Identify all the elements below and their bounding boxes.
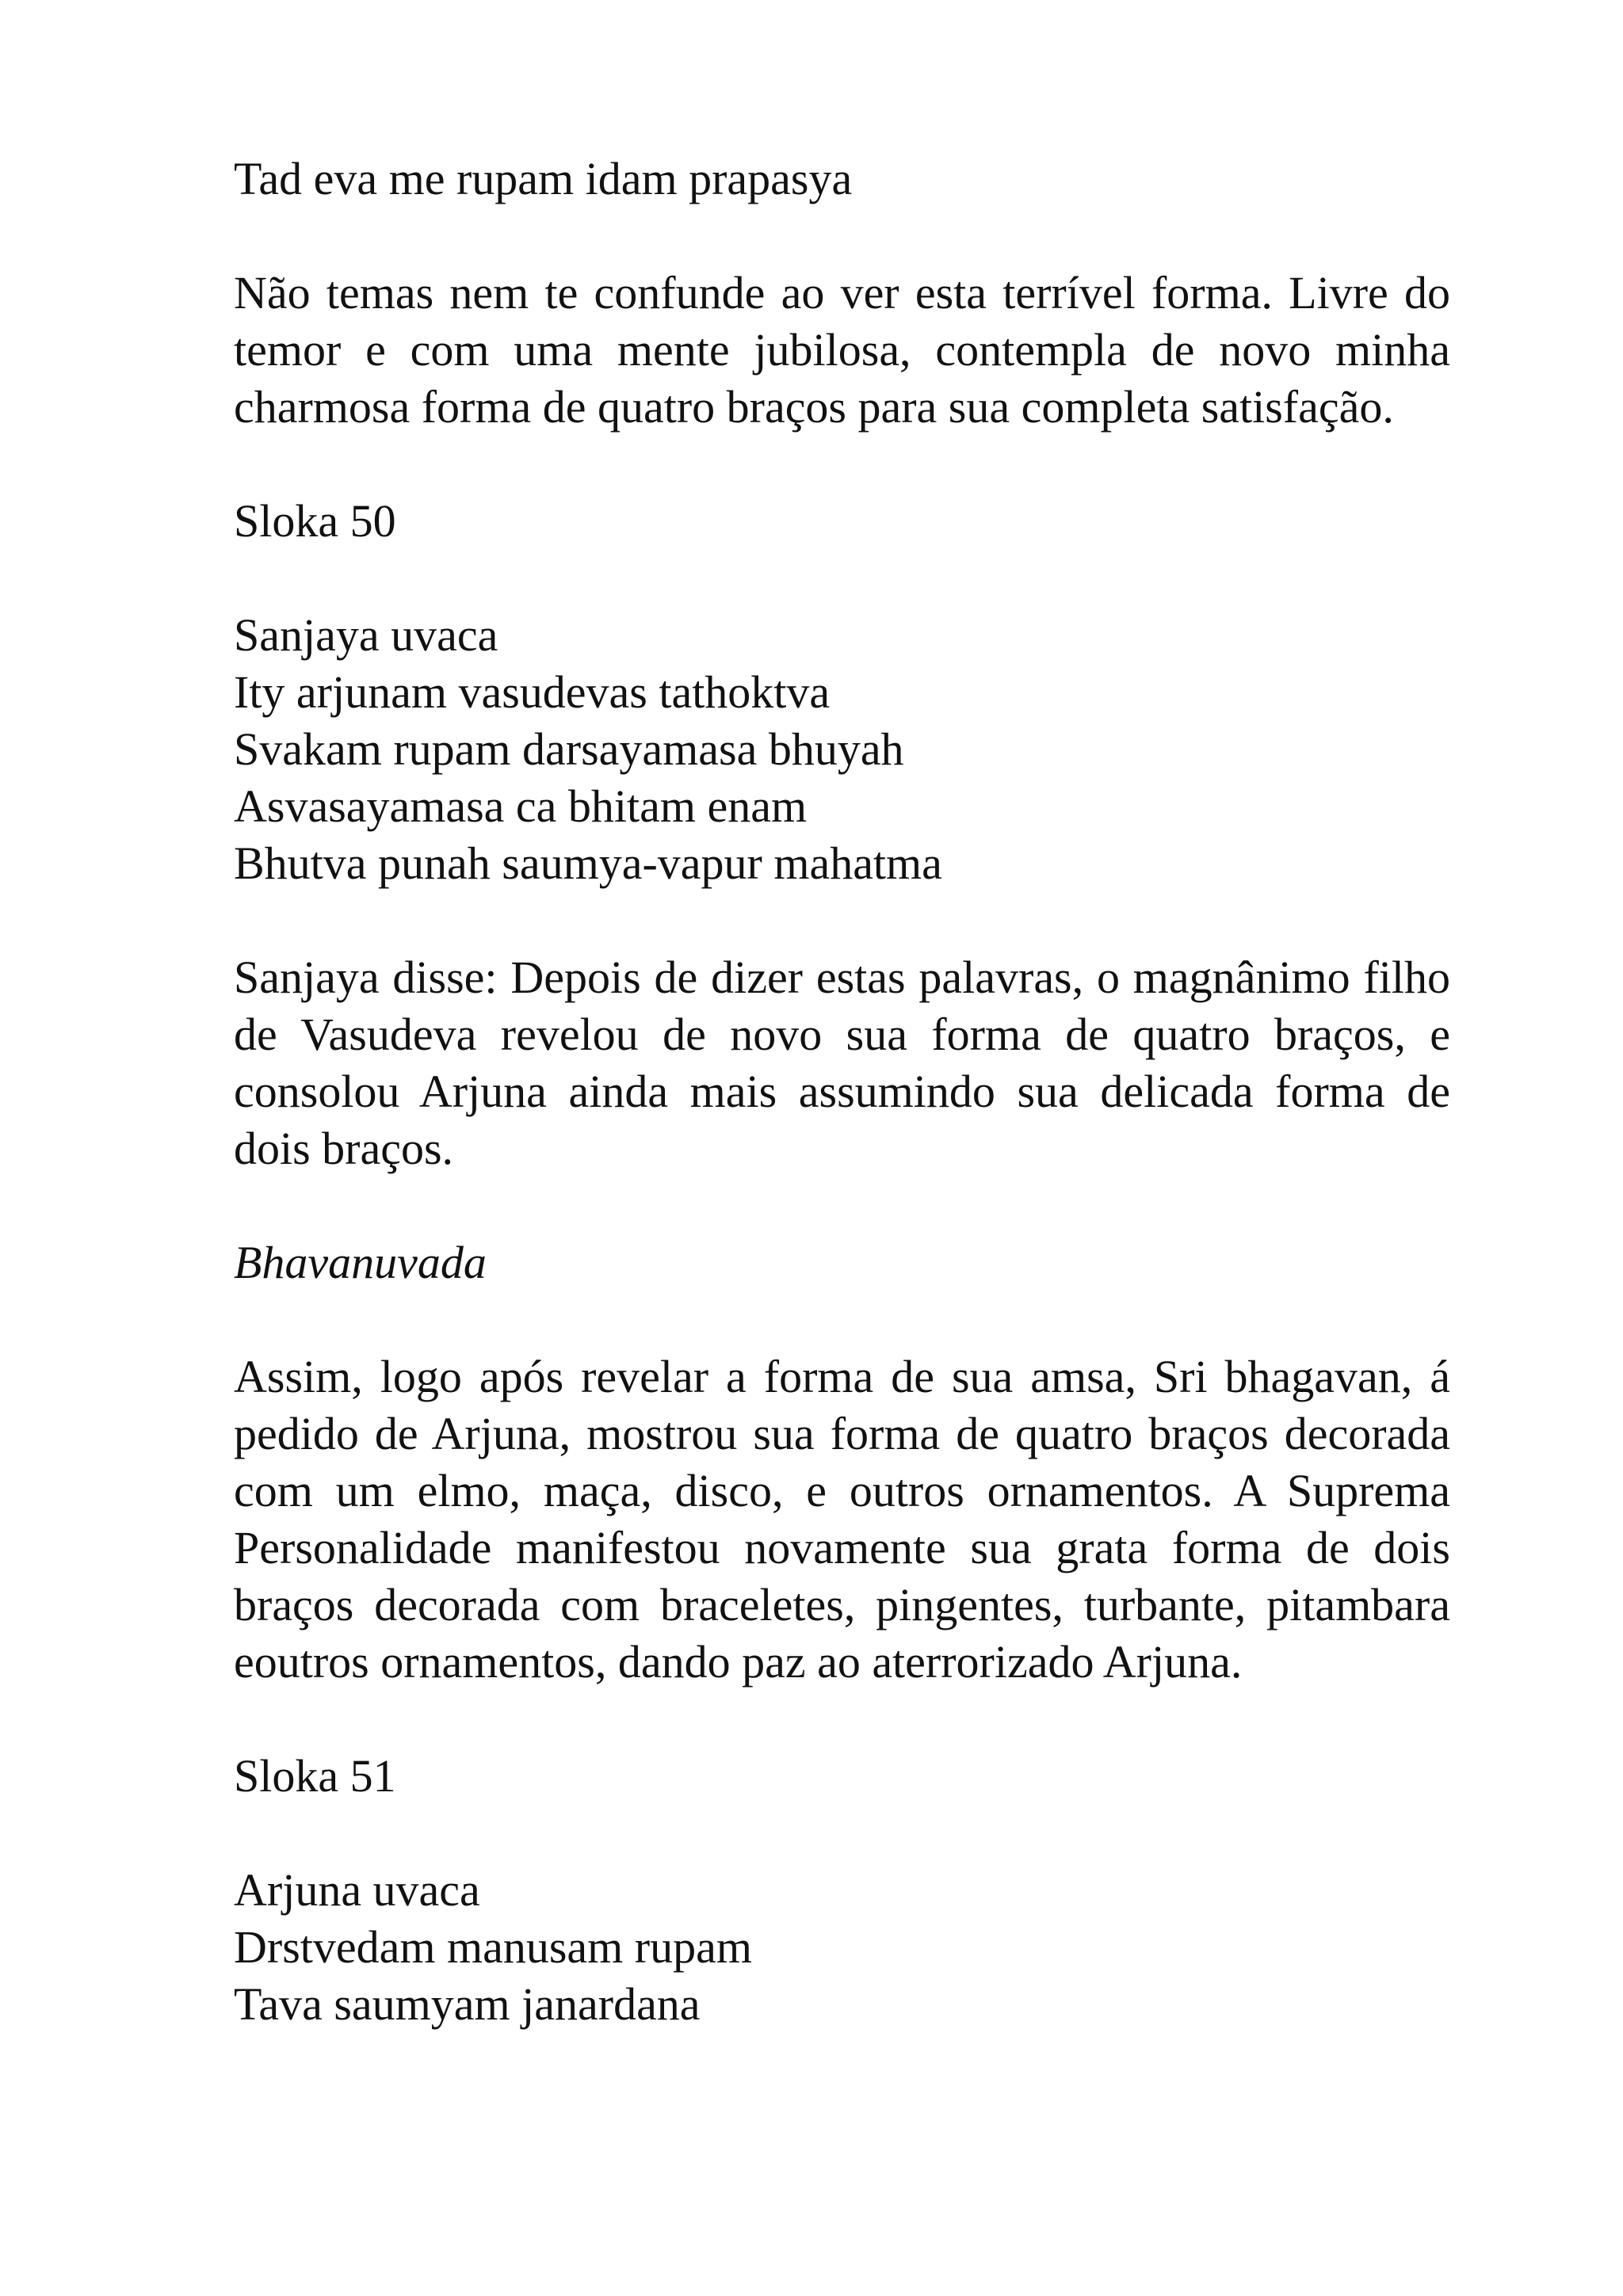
- verse-line: Drstvedam manusam rupam: [234, 1921, 752, 1973]
- verse-line: Asvasayamasa ca bhitam enam: [234, 780, 808, 832]
- verse-line: Tava saumyam janardana: [234, 1978, 701, 2030]
- sloka-heading: Sloka 50: [234, 495, 396, 547]
- spacer: [234, 1805, 1450, 1862]
- verse-line: Bhutva punah saumya-vapur mahatma: [234, 837, 942, 889]
- spacer: [234, 436, 1450, 493]
- verse-line: Arjuna uvaca: [234, 1864, 480, 1916]
- spacer: [234, 208, 1450, 265]
- spacer: [234, 1177, 1450, 1234]
- sloka-verse: [234, 1862, 1450, 2033]
- spacer: [234, 1691, 1450, 1748]
- spacer: [234, 892, 1450, 949]
- verse-last-line: Tad eva me rupam idam prapasya: [234, 153, 853, 204]
- document-page: [234, 151, 1450, 2033]
- spacer: [234, 550, 1450, 607]
- verse-line: Sanjaya uvaca: [234, 609, 498, 661]
- verse-line: Svakam rupam darsayamasa bhuyah: [234, 723, 904, 775]
- spacer: [234, 1291, 1450, 1348]
- commentary-heading: Bhavanuvada: [234, 1237, 487, 1288]
- verse-line: Ity arjunam vasudevas tathoktva: [234, 666, 831, 718]
- commentary-paragraph: Assim, logo após revelar a forma de sua amsa, Sri bhagavan, á pedido de Arjuna, mostrou sua forma de quatro braços decorada com um elmo, maça, disco, e outros ornamentos. A Suprema Personalidade manifestou novamente sua grata forma de dois braços decorada com braceletes, pingentes, turbante, pitambara eoutros ornamentos, dando paz ao aterrorizado Arjuna.: [234, 1351, 1450, 1688]
- sloka-verse: [234, 607, 1450, 892]
- sloka-heading: Sloka 51: [234, 1750, 396, 1802]
- translation-paragraph: Sanjaya disse: Depois de dizer estas palavras, o magnânimo filho de Vasudeva revelou de novo sua forma de quatro braços, e consolou Arjuna ainda mais assumindo sua delicada forma de dois braços.: [234, 952, 1450, 1174]
- translation-paragraph: Não temas nem te confunde ao ver esta terrível forma. Livre do temor e com uma mente jubilosa, contempla de novo minha charmosa forma de quatro braços para sua completa satisfação.: [234, 267, 1450, 433]
